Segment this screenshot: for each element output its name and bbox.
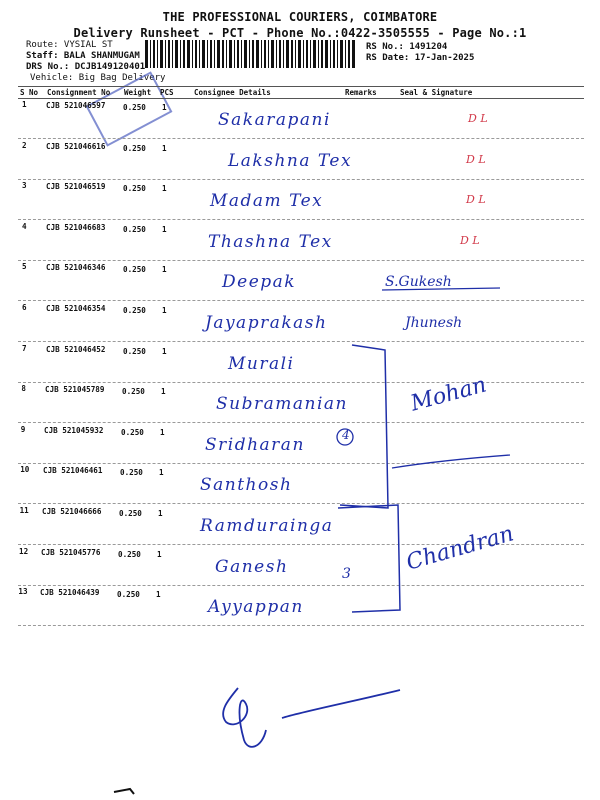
row-consignee-handwritten: Sridharan — [205, 435, 305, 455]
row-sno: 9 — [20, 425, 26, 434]
row-sno: 4 — [22, 222, 27, 231]
row-consignment: CJB 521045932 — [44, 426, 104, 435]
row-pcs: 1 — [162, 306, 167, 315]
row-pcs: 1 — [156, 590, 161, 599]
row-pcs: 1 — [162, 184, 167, 193]
col-seal: Seal & Signature — [400, 88, 473, 97]
row-weight: 0.250 — [119, 509, 142, 518]
row-consignment: CJB 521046616 — [46, 142, 106, 151]
row-sno: 1 — [22, 100, 27, 109]
document-title: THE PROFESSIONAL COURIERS, COIMBATORE — [162, 10, 438, 24]
row-pcs: 1 — [158, 509, 163, 518]
col-pcs: PCS — [160, 88, 174, 97]
row-sno: 12 — [19, 547, 29, 556]
row-pcs: 1 — [159, 468, 164, 477]
row-consignee-handwritten: Ayyappan — [208, 597, 304, 617]
drs-line: DRS No.: DCJB149120401 — [26, 62, 146, 72]
row-consignment: CJB 521046519 — [46, 182, 106, 191]
row-consignee-handwritten: Deepak — [222, 272, 297, 292]
row-consignee-handwritten: Ramdurainga — [200, 516, 334, 536]
row-consignment: CJB 521046354 — [46, 304, 106, 313]
row-pcs: 1 — [162, 225, 167, 234]
document-subtitle: Delivery Runsheet - PCT - Phone No.:0422-3505555 - Page No.:1 — [73, 26, 527, 40]
col-sno: S No — [20, 88, 39, 97]
row-weight: 0.250 — [118, 550, 141, 559]
route-line: Route: VYSIAL ST — [26, 40, 113, 50]
row-seal-signature: S.Gukesh — [385, 274, 452, 290]
row-weight: 0.250 — [123, 103, 146, 112]
row-pcs: 1 — [157, 550, 162, 559]
row-consignment: CJB 521046666 — [42, 507, 102, 516]
row-consignee-handwritten: Lakshna Tex — [228, 151, 353, 171]
row-consignee-handwritten: Thashna Tex — [208, 232, 333, 252]
row-sno: 2 — [22, 141, 27, 150]
vehicle-line: Vehicle: Big Bag Delivery — [30, 73, 166, 83]
row-seal-signature: D L — [466, 153, 486, 166]
group2-signature: Chandran — [403, 521, 517, 576]
row-weight: 0.250 — [121, 428, 144, 437]
row-seal-signature: D L — [460, 234, 480, 247]
row-seal-signature: D L — [466, 193, 486, 206]
row-weight: 0.250 — [123, 347, 146, 356]
row-pcs: 1 — [162, 265, 167, 274]
gukesh-underline — [382, 288, 500, 290]
row-consignment: CJB 521046683 — [46, 223, 106, 232]
row-sno: 7 — [22, 344, 27, 353]
col-remarks: Remarks — [345, 88, 377, 97]
group2-bracket — [338, 505, 400, 612]
group2-count: 3 — [342, 566, 351, 582]
rs-number: RS No.: 1491204 — [366, 42, 448, 52]
row-pcs: 1 — [162, 144, 167, 153]
group1-bracket — [340, 345, 388, 508]
row-seal-signature: D L — [468, 112, 488, 125]
row-sno: 8 — [21, 384, 26, 393]
row-sno: 6 — [22, 303, 27, 312]
row-consignment: CJB 521046439 — [40, 588, 100, 597]
row-weight: 0.250 — [123, 184, 146, 193]
group1-count: 4 — [342, 428, 350, 442]
group1-signature: Mohan — [408, 372, 490, 417]
bottom-signature — [223, 688, 400, 747]
rs-date: RS Date: 17-Jan-2025 — [366, 53, 475, 63]
row-pcs: 1 — [162, 103, 167, 112]
row-pcs: 1 — [161, 387, 166, 396]
row-weight: 0.250 — [120, 468, 143, 477]
row-sno: 11 — [19, 506, 29, 515]
row-weight: 0.250 — [123, 225, 146, 234]
row-consignment: CJB 521045789 — [45, 385, 105, 394]
row-consignee-handwritten: Sakarapani — [218, 110, 331, 130]
row-consignee-handwritten: Santhosh — [200, 475, 293, 495]
row-weight: 0.250 — [123, 306, 146, 315]
row-consignee-handwritten: Madam Tex — [210, 191, 324, 211]
row-consignment: CJB 521046461 — [43, 466, 103, 475]
row-weight: 0.250 — [123, 265, 146, 274]
row-consignee-handwritten: Jayaprakash — [205, 313, 328, 333]
row-consignee-handwritten: Subramanian — [216, 394, 348, 414]
row-consignment: CJB 521045776 — [41, 548, 101, 557]
row-consignee-handwritten: Ganesh — [215, 557, 289, 577]
row-consignment: CJB 521046452 — [46, 345, 106, 354]
row-sno: 3 — [22, 181, 27, 190]
row-consignee-handwritten: Murali — [228, 354, 295, 374]
row-weight: 0.250 — [122, 387, 145, 396]
row-pcs: 1 — [160, 428, 165, 437]
row-sno: 5 — [22, 262, 27, 271]
col-weight: Weight — [124, 88, 152, 97]
row-sno: 10 — [20, 465, 30, 474]
row-weight: 0.250 — [117, 590, 140, 599]
col-consignment: Consignment No — [47, 88, 111, 97]
row-seal-signature: Jhunesh — [405, 315, 463, 331]
row-consignment: CJB 521046597 — [46, 101, 106, 110]
row-consignment: CJB 521046346 — [46, 263, 106, 272]
row-pcs: 1 — [162, 347, 167, 356]
col-consignee: Consignee Details — [194, 88, 271, 97]
group1-signature-tail — [392, 455, 510, 468]
row-weight: 0.250 — [123, 144, 146, 153]
row-sno: 13 — [18, 587, 28, 596]
staff-line: Staff: BALA SHANMUGAM — [26, 51, 140, 61]
bottom-mark — [114, 789, 134, 794]
